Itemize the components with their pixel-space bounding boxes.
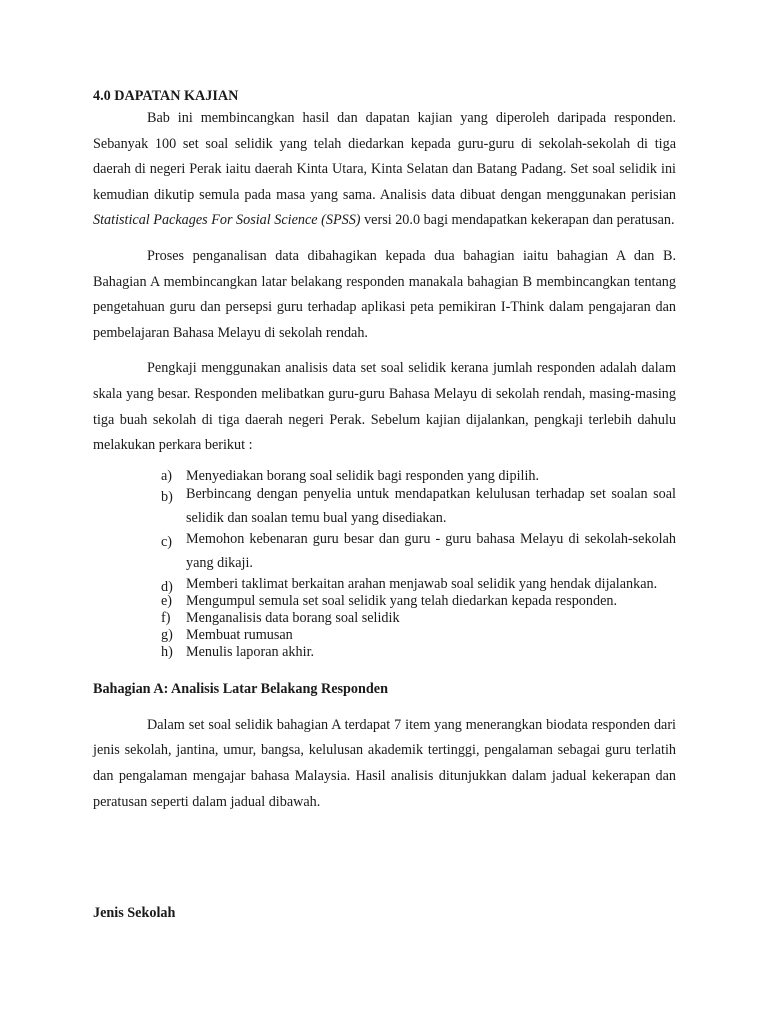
- list-item-text: Berbincang dengan penyelia untuk mendapatkan kelulusan terhadap set soalan soal selidik dan soalan temu bual yang disediakan.: [186, 485, 676, 526]
- list-marker: b): [161, 488, 173, 505]
- list-marker: h): [161, 643, 173, 660]
- list-marker: e): [161, 592, 173, 609]
- list-marker: g): [161, 626, 173, 643]
- list-marker: c): [161, 533, 173, 550]
- list-item-text: Memberi taklimat berkaitan arahan menjawab soal selidik yang hendak dijalankan.: [186, 575, 658, 592]
- list-item: [93, 644, 676, 661]
- document-body: [93, 86, 676, 815]
- list-item-text: Memohon kebenaran guru besar dan guru - guru bahasa Melayu di sekolah-sekolah yang dikaji.: [186, 530, 676, 571]
- paragraph-section-a: Dalam set soal selidik bahagian A terdapat 7 item yang menerangkan biodata responden dari jenis sekolah, jantina, umur, bangsa, kelulusan akademik tertinggi, pengalaman sebagai guru terlatih dan pengalaman mengajar bahasa Malaysia. Hasil analisis ditunjukkan dalam jadual kekerapan dan peratusan seperti dalam jadual dibawah.: [93, 716, 676, 810]
- list-item-text: Mengumpul semula set soal selidik yang telah diedarkan kepada responden.: [186, 592, 618, 609]
- list-item: [93, 610, 676, 627]
- list-item: [93, 627, 676, 644]
- paragraph-intro: [93, 106, 676, 234]
- list-marker: f): [161, 609, 171, 626]
- list-item: [93, 482, 676, 530]
- list-marker: a): [161, 467, 173, 484]
- list-item: [93, 593, 676, 610]
- list-marker: d): [161, 578, 173, 595]
- paragraph-method: Pengkaji menggunakan analisis data set soal selidik kerana jumlah responden adalah dalam skala yang besar. Responden melibatkan guru-guru Bahasa Melayu di sekolah rendah, masing-masing tiga buah sekolah di tiga daerah negeri Perak. Sebelum kajian dijalankan, pengkaji terlebih dahulu melakukan perkara berikut :: [93, 360, 676, 454]
- section-heading: 4.0 DAPATAN KAJIAN: [93, 88, 239, 104]
- list-item: [93, 527, 676, 575]
- subheading-jenis-sekolah: Jenis Sekolah: [93, 905, 176, 921]
- section-a-heading: Bahagian A: Analisis Latar Belakang Responden: [93, 680, 388, 697]
- paragraph-analysis-process: Proses penganalisan data dibahagikan kepada dua bahagian iaitu bahagian A dan B. Bahagian A membincangkan latar belakang responden manakala bahagian B membincangkan tentang pengetahuan guru dan persepsi guru terhadap aplikasi peta pemikiran I-Think dalam pengajaran dan pembelajaran Bahasa Melayu di sekolah rendah.: [93, 247, 676, 341]
- spss-software-name: Statistical Packages For Sosial Science (SPSS): [93, 212, 361, 229]
- list-item-text: Menyediakan borang soal selidik bagi responden yang dipilih.: [186, 467, 540, 484]
- list-item-text: Menulis laporan akhir.: [186, 643, 315, 660]
- list-item-text: Membuat rumusan: [186, 626, 293, 643]
- list-item-text: Menganalisis data borang soal selidik: [186, 609, 400, 626]
- procedure-list: [93, 468, 676, 661]
- paragraph-intro-text-1: Bab ini membincangkan hasil dan dapatan kajian yang diperoleh daripada responden. Sebanyak 100 set soal selidik yang telah diedarkan kepada guru-guru di sekolah-sekolah di tiga daerah di negeri Perak iaitu daerah Kinta Utara, Kinta Selatan dan Batang Padang. Set soal selidik ini kemudian dikutip semula pada masa yang sama. Analisis data dibuat dengan menggunakan perisian: [93, 110, 676, 203]
- paragraph-intro-text-2: versi 20.0 bagi mendapatkan kekerapan dan peratusan.: [360, 212, 675, 229]
